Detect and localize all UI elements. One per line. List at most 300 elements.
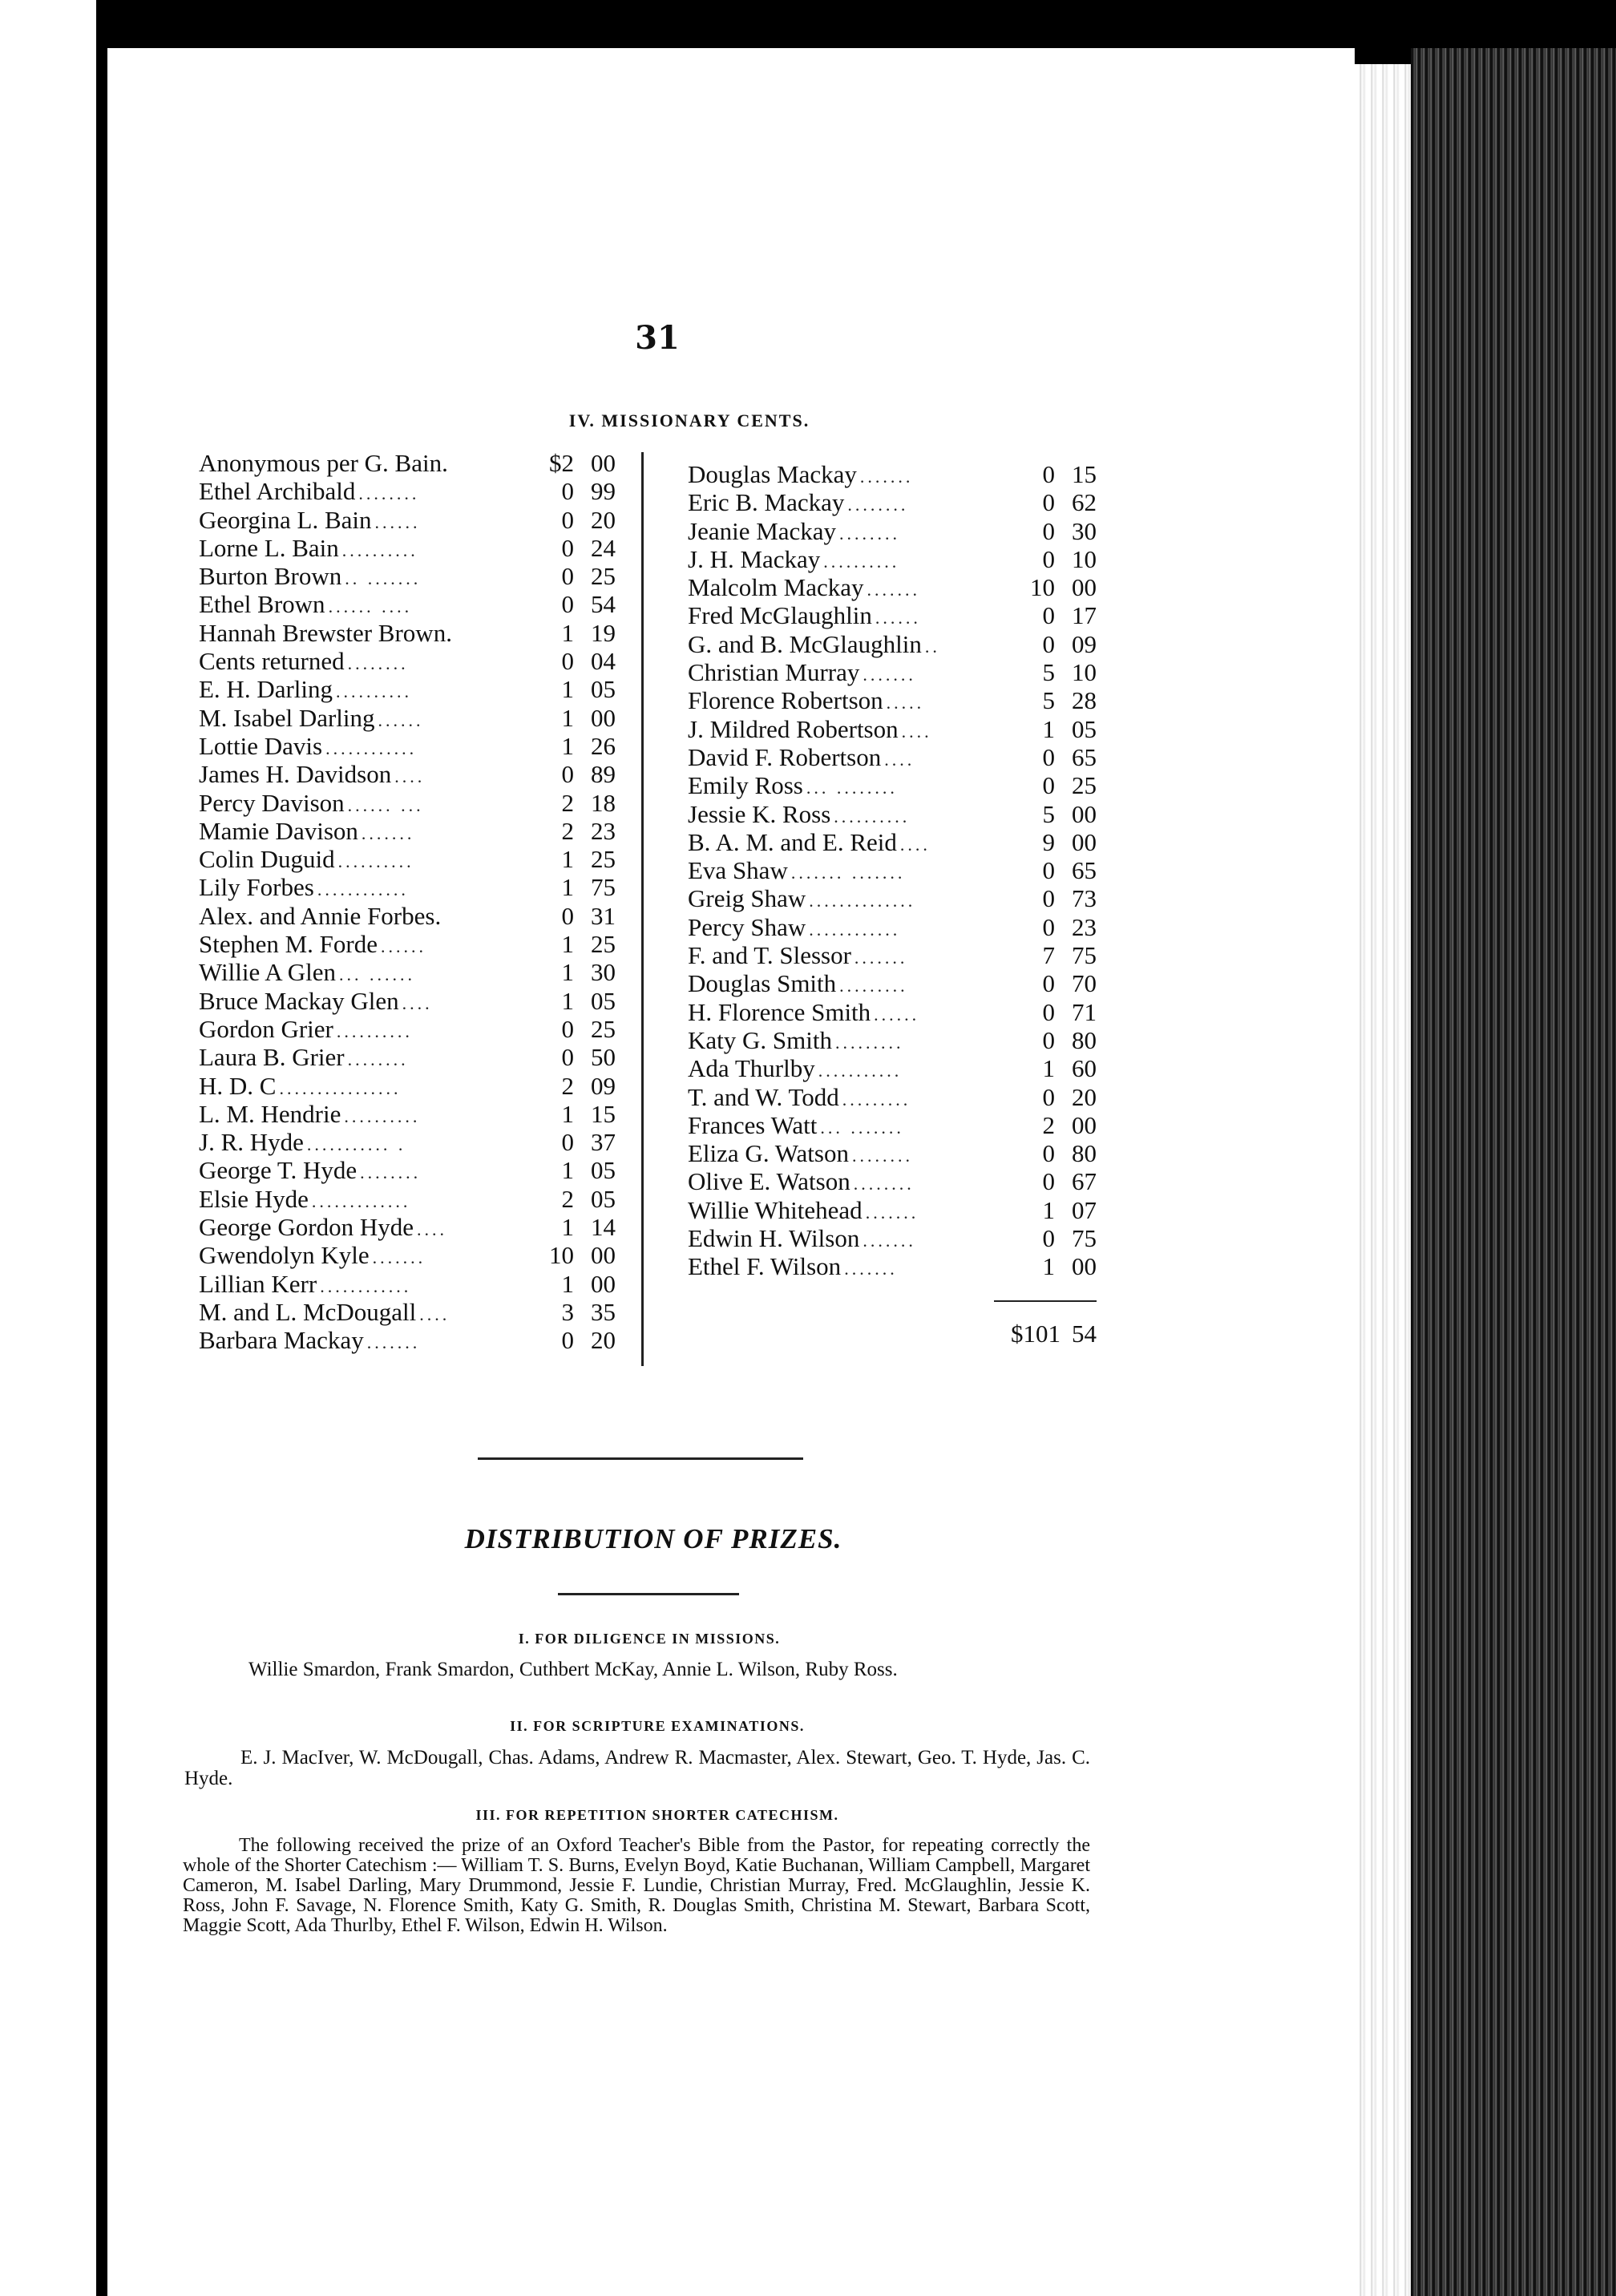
list-item (688, 686, 1097, 714)
dot-leader: ....... (366, 1332, 421, 1353)
dot-leader: ...... (378, 709, 424, 730)
amount-dollars: 0 (561, 901, 574, 930)
donor-name: Douglas Smith (688, 969, 837, 998)
amount-cents: 25 (1072, 771, 1097, 800)
dot-leader: ....... (863, 1231, 916, 1251)
dot-leader: ... ........ (806, 778, 898, 798)
amount-dollars: 1 (561, 703, 574, 732)
amount-cents: 23 (591, 816, 616, 845)
list-item (199, 930, 616, 958)
donor-name: Douglas Mackay (688, 460, 857, 488)
list-item (688, 941, 1097, 969)
amount-dollars: 10 (549, 1241, 574, 1270)
amount-cents: 09 (1072, 629, 1097, 658)
amount-cents: 19 (591, 618, 616, 647)
donor-name: George Gordon Hyde (199, 1213, 414, 1242)
amount-dollars: 9 (1042, 827, 1055, 856)
amount-cents: 25 (591, 1014, 616, 1043)
dot-leader: ................ (279, 1077, 402, 1098)
list-item (199, 1156, 616, 1184)
amount-cents: 67 (1072, 1167, 1097, 1196)
amount-cents: 09 (591, 1071, 616, 1100)
amount-cents: 20 (591, 505, 616, 534)
list-item (199, 506, 616, 534)
list-item (688, 771, 1097, 799)
dot-leader: .......... (336, 1021, 413, 1041)
dot-leader: ........ (839, 523, 901, 544)
donor-name: Cents returned (199, 647, 345, 676)
dot-leader: ........... . (306, 1134, 406, 1155)
prize-text-diligence: Willie Smardon, Frank Smardon, Cuthbert McKay, Annie L. Wilson, Ruby Ross. (248, 1659, 898, 1680)
amount-cents: 30 (591, 958, 616, 987)
amount-dollars: 0 (1042, 1139, 1055, 1168)
amount-cents: 80 (1072, 1025, 1097, 1054)
donor-name: Malcolm Mackay (688, 573, 864, 602)
list-item (688, 1196, 1097, 1224)
dot-leader: ....... (863, 665, 916, 685)
amount-cents: 05 (1072, 714, 1097, 743)
amount-dollars: 0 (561, 562, 574, 591)
donor-name: Olive E. Watson (688, 1167, 850, 1196)
amount-cents: 00 (591, 449, 616, 477)
list-item (688, 1111, 1097, 1139)
list-item (688, 1054, 1097, 1082)
list-item (199, 562, 616, 590)
amount-cents: 60 (1072, 1054, 1097, 1083)
amount-cents: 10 (1072, 658, 1097, 687)
donor-name: Greig Shaw (688, 884, 806, 913)
list-item (199, 760, 616, 788)
donor-name: George T. Hyde (199, 1156, 358, 1185)
list-item (199, 675, 616, 703)
dot-leader: ........ (851, 1146, 913, 1166)
dot-leader: .... (402, 992, 433, 1013)
list-item (688, 1139, 1097, 1167)
donor-name: Ethel F. Wilson (688, 1252, 842, 1281)
amount-cents: 50 (591, 1043, 616, 1072)
list-item (199, 647, 616, 675)
list-item (199, 1015, 616, 1043)
amount-cents: 23 (1072, 912, 1097, 941)
amount-dollars: 1 (1042, 1195, 1055, 1224)
total-amount (983, 1320, 1097, 1348)
dot-leader: .......... (336, 681, 413, 702)
list-item (688, 1083, 1097, 1111)
list-item (688, 601, 1097, 629)
amount-dollars: 0 (1042, 601, 1055, 630)
amount-cents: 20 (1072, 1082, 1097, 1111)
amount-dollars: 0 (1042, 856, 1055, 885)
list-item (199, 817, 616, 845)
divider-rule (478, 1457, 803, 1460)
dot-leader: ......... (842, 1089, 911, 1110)
amount-cents: 00 (1072, 1110, 1097, 1139)
dot-leader: ......... (834, 1032, 904, 1053)
list-item (688, 460, 1097, 488)
donor-name: Barbara Mackay (199, 1326, 364, 1355)
dot-leader: ............ (317, 879, 409, 900)
amount-dollars: 5 (1042, 658, 1055, 687)
list-item (199, 534, 616, 562)
amount-cents: 15 (591, 1099, 616, 1128)
donor-name: J. R. Hyde (199, 1128, 304, 1157)
donor-name: Stephen M. Forde (199, 930, 378, 959)
amount-cents: 31 (591, 901, 616, 930)
donor-name: Eric B. Mackay (688, 488, 845, 517)
donor-name: Fred McGlaughlin (688, 601, 872, 630)
amount-cents: 30 (1072, 516, 1097, 545)
donor-name: Florence Robertson (688, 686, 883, 715)
donor-name: Willie A Glen (199, 958, 336, 987)
amount-dollars: 7 (1042, 941, 1055, 970)
list-item (199, 789, 616, 817)
amount-dollars: 2 (1042, 1110, 1055, 1139)
list-item (688, 715, 1097, 743)
dot-leader: .. (924, 636, 940, 657)
amount-dollars: 0 (1042, 742, 1055, 771)
amount-dollars: 1 (561, 618, 574, 647)
amount-dollars: 0 (1042, 1224, 1055, 1253)
amount-cents: 25 (591, 845, 616, 874)
list-item (688, 1252, 1097, 1280)
dot-leader: ....... (372, 1247, 426, 1268)
donor-name: L. M. Hendrie (199, 1099, 341, 1128)
list-item (199, 902, 616, 930)
amount-dollars: 3 (561, 1297, 574, 1326)
dot-leader: ....... (859, 467, 914, 487)
list-item (688, 800, 1097, 828)
amount-dollars: 0 (1042, 771, 1055, 800)
amount-cents: 75 (1072, 941, 1097, 970)
dot-leader: .......... (834, 806, 911, 827)
list-item (688, 743, 1097, 771)
amount-dollars: 0 (1042, 1167, 1055, 1196)
list-item (199, 1270, 616, 1298)
donor-name: Bruce Mackay Glen (199, 986, 399, 1015)
dot-leader: ...... (875, 608, 921, 629)
donor-name: F. and T. Slessor (688, 941, 851, 970)
amount-dollars: 0 (561, 1128, 574, 1157)
list-item (199, 1213, 616, 1241)
list-item (199, 590, 616, 618)
list-item (688, 630, 1097, 658)
dot-leader: ....... (867, 580, 921, 600)
list-item (688, 998, 1097, 1026)
amount-dollars: 1 (561, 675, 574, 704)
donor-name: M. and L. McDougall (199, 1297, 417, 1326)
dot-leader: .......... (337, 851, 414, 872)
amount-cents: 00 (591, 703, 616, 732)
list-item (688, 573, 1097, 601)
dot-leader: ....... (844, 1259, 898, 1279)
amount-dollars: 0 (561, 1014, 574, 1043)
list-item (199, 477, 616, 505)
donor-name: Gordon Grier (199, 1014, 333, 1043)
amount-cents: 28 (1072, 686, 1097, 715)
amount-cents: 54 (591, 590, 616, 619)
list-item (199, 1043, 616, 1071)
amount-dollars: 0 (1042, 629, 1055, 658)
list-item (688, 1167, 1097, 1195)
dot-leader: ........ (347, 653, 409, 674)
amount-dollars: 0 (1042, 488, 1055, 517)
list-item (688, 913, 1097, 941)
amount-dollars: 0 (561, 1043, 574, 1072)
donor-name: H. Florence Smith (688, 997, 871, 1026)
list-item (199, 704, 616, 732)
amount-cents: 99 (591, 477, 616, 506)
list-item (199, 987, 616, 1015)
amount-cents: 00 (1072, 827, 1097, 856)
dot-leader: ...... .... (328, 596, 413, 617)
dot-leader: ....... (854, 948, 908, 968)
amount-dollars: 1 (1042, 1252, 1055, 1281)
donor-name: Emily Ross (688, 771, 803, 800)
donor-name: Christian Murray (688, 658, 860, 687)
amount-cents: 80 (1072, 1139, 1097, 1168)
donor-name: Ethel Brown (199, 590, 325, 619)
right-column-list (688, 460, 1097, 1281)
list-item (688, 1224, 1097, 1252)
dot-leader: ... ....... (820, 1117, 904, 1138)
donor-name: Gwendolyn Kyle (199, 1241, 370, 1270)
dot-leader: .......... (344, 1106, 421, 1126)
amount-dollars: 1 (561, 1269, 574, 1298)
amount-dollars: 1 (561, 873, 574, 902)
donor-name: M. Isabel Darling (199, 703, 375, 732)
amount-dollars: 0 (1042, 544, 1055, 573)
list-item (199, 732, 616, 760)
amount-cents: 35 (591, 1297, 616, 1326)
dot-leader: ......... (839, 976, 908, 996)
amount-dollars: 1 (561, 845, 574, 874)
donor-name: Burton Brown (199, 562, 342, 591)
dot-leader: ..... (886, 693, 925, 713)
total-rule (994, 1300, 1097, 1302)
dot-leader: ...... (874, 1004, 920, 1025)
list-item (688, 517, 1097, 545)
amount-dollars: 0 (1042, 460, 1055, 488)
dot-leader: .... (899, 834, 931, 855)
amount-cents: 05 (591, 1156, 616, 1185)
amount-dollars: 1 (1042, 714, 1055, 743)
dot-leader: .... (884, 749, 915, 770)
amount-cents: 25 (591, 930, 616, 959)
amount-cents: 25 (591, 562, 616, 591)
amount-cents: 00 (1072, 799, 1097, 828)
amount-cents: 17 (1072, 601, 1097, 630)
amount-cents: 65 (1072, 856, 1097, 885)
amount-cents: 24 (591, 533, 616, 562)
donor-name: Anonymous per G. Bain. (199, 449, 448, 477)
donor-name: Georgina L. Bain (199, 505, 372, 534)
amount-dollars: 1 (561, 930, 574, 959)
amount-cents: 75 (591, 873, 616, 902)
dot-leader: ....... (865, 1202, 919, 1223)
donor-name: Willie Whitehead (688, 1195, 863, 1224)
donor-name: G. and B. McGlaughlin (688, 629, 922, 658)
amount-dollars: 0 (561, 533, 574, 562)
donor-name: David F. Robertson (688, 742, 882, 771)
amount-dollars: 10 (1030, 573, 1055, 602)
prize-text-catechism: The following received the prize of an Oxford Teacher's Bible from the Pastor, for repeating correctly the whole of the Shorter Catechism :— William T. S. Burns, Evelyn Boyd, Katie Buchanan, William Campbell, Margaret Cameron, M. Isabel Darling, Mary Drummond, Jessie F. Lundie, Christian Murray, Fred. McGlaughlin, Jessie K. Ross, John F. Savage, N. Florence Smith, Katy G. Smith, R. Douglas Smith, Christina M. Stewart, Barbara Scott, Maggie Scott, Ada Thurlby, Ethel F. Wilson, Edwin H. Wilson. (183, 1835, 1090, 1936)
amount-cents: 15 (1072, 460, 1097, 488)
amount-cents: 62 (1072, 488, 1097, 517)
donor-name: Eva Shaw (688, 856, 788, 885)
donor-name: Percy Davison (199, 788, 345, 817)
dot-leader: .. ....... (345, 568, 422, 589)
amount-dollars: 1 (561, 731, 574, 760)
amount-dollars: 0 (561, 477, 574, 506)
dot-leader: ............ (325, 738, 418, 758)
prize-heading-diligence: I. FOR DILIGENCE IN MISSIONS. (518, 1631, 781, 1647)
amount-dollars: 0 (561, 760, 574, 789)
donor-name: Percy Shaw (688, 912, 806, 941)
donor-name: Jessie K. Ross (688, 799, 831, 828)
amount-cents: 18 (591, 788, 616, 817)
amount-dollars: 0 (1042, 912, 1055, 941)
list-item (199, 619, 616, 647)
amount-dollars: 5 (1042, 686, 1055, 715)
divider-rule (558, 1593, 739, 1595)
dot-leader: ........ (347, 1049, 409, 1070)
amount-cents: 20 (591, 1326, 616, 1355)
list-item (688, 969, 1097, 997)
amount-dollars: 2 (561, 1184, 574, 1213)
donor-name: Edwin H. Wilson (688, 1224, 860, 1253)
amount-dollars: 1 (561, 1099, 574, 1128)
donor-name: Jeanie Mackay (688, 516, 837, 545)
prize-heading-catechism: III. FOR REPETITION SHORTER CATECHISM. (475, 1807, 839, 1823)
list-item (199, 1326, 616, 1354)
amount-dollars: 0 (1042, 516, 1055, 545)
amount-cents: 00 (591, 1241, 616, 1270)
amount-dollars: 0 (561, 647, 574, 676)
amount-dollars: 0 (1042, 997, 1055, 1026)
donor-name: Lillian Kerr (199, 1269, 317, 1298)
list-item (688, 658, 1097, 686)
dot-leader: ........ (847, 495, 909, 515)
amount-cents: 00 (1072, 1252, 1097, 1281)
donor-name: J. H. Mackay (688, 544, 821, 573)
dot-leader: .......... (341, 540, 418, 560)
dot-leader: .... (417, 1219, 448, 1240)
amount-cents: 14 (591, 1213, 616, 1242)
amount-cents: 05 (591, 986, 616, 1015)
amount-cents: 00 (591, 1269, 616, 1298)
dot-leader: .... (419, 1304, 450, 1324)
amount-dollars: 1 (561, 1213, 574, 1242)
amount-cents: 70 (1072, 969, 1097, 998)
amount-dollars: 0 (561, 505, 574, 534)
amount-dollars: 0 (1042, 884, 1055, 913)
donor-name: Katy G. Smith (688, 1025, 832, 1054)
donor-name: Lily Forbes (199, 873, 314, 902)
amount-cents: 10 (1072, 544, 1097, 573)
dot-leader: ... ...... (338, 964, 415, 985)
dot-leader: ....... (361, 823, 415, 843)
dot-leader: ........ (853, 1174, 915, 1194)
list-item (199, 1100, 616, 1128)
prize-text-scripture: E. J. MacIver, W. McDougall, Chas. Adams, Andrew R. Macmaster, Alex. Stewart, Geo. T. Hyde, Jas. C. Hyde. (184, 1747, 1090, 1789)
amount-cents: 00 (1072, 573, 1097, 602)
donor-name: James H. Davidson (199, 760, 392, 789)
list-item (199, 449, 616, 477)
donor-name: Colin Duguid (199, 845, 335, 874)
amount-cents: 75 (1072, 1224, 1097, 1253)
section-heading: IV. MISSIONARY CENTS. (568, 410, 810, 430)
donor-name: Ethel Archibald (199, 477, 356, 506)
list-item (199, 1241, 616, 1269)
amount-dollars: 1 (561, 958, 574, 987)
amount-dollars: 0 (561, 1326, 574, 1355)
total-cents: 54 (1072, 1320, 1097, 1348)
amount-cents: 05 (591, 1184, 616, 1213)
donor-name: Lottie Davis (199, 731, 323, 760)
dot-leader: ...... (381, 936, 427, 957)
amount-cents: 37 (591, 1128, 616, 1157)
dot-leader: ............. (311, 1190, 411, 1211)
amount-dollars: 1 (561, 1156, 574, 1185)
list-item (199, 873, 616, 901)
donor-name: Alex. and Annie Forbes. (199, 901, 442, 930)
amount-dollars: 0 (561, 590, 574, 619)
dot-leader: ........ (358, 483, 420, 504)
donor-name: J. Mildred Robertson (688, 714, 899, 743)
amount-dollars: $2 (549, 449, 574, 477)
amount-dollars: 5 (1042, 799, 1055, 828)
list-item (199, 845, 616, 873)
column-divider (641, 452, 644, 1366)
amount-dollars: 2 (561, 788, 574, 817)
amount-dollars: 1 (561, 986, 574, 1015)
list-item (688, 488, 1097, 516)
donor-name: Lorne L. Bain (199, 533, 339, 562)
amount-dollars: 2 (561, 1071, 574, 1100)
amount-cents: 89 (591, 760, 616, 789)
amount-dollars: 0 (1042, 969, 1055, 998)
donor-name: Mamie Davison (199, 816, 358, 845)
amount-dollars: 2 (561, 816, 574, 845)
amount-dollars: 0 (1042, 1025, 1055, 1054)
donor-name: T. and W. Todd (688, 1082, 839, 1111)
amount-cents: 05 (591, 675, 616, 704)
dot-leader: .... (394, 766, 426, 787)
list-item (199, 1072, 616, 1100)
prizes-title: DISTRIBUTION OF PRIZES. (464, 1523, 842, 1554)
amount-cents: 71 (1072, 997, 1097, 1026)
dot-leader: ...... ... (347, 794, 424, 815)
dot-leader: ...... (374, 511, 421, 532)
dot-leader: .............. (809, 891, 916, 912)
dot-leader: .......... (823, 551, 900, 572)
amount-cents: 07 (1072, 1195, 1097, 1224)
dot-leader: ............ (320, 1275, 412, 1296)
dot-leader: ........... (818, 1061, 903, 1081)
page-number: 31 (635, 319, 680, 357)
list-item (688, 1026, 1097, 1054)
list-item (688, 856, 1097, 884)
dot-leader: ........ (360, 1162, 422, 1183)
list-item (199, 1128, 616, 1156)
dot-leader: ....... ....... (790, 863, 906, 883)
donor-name: Elsie Hyde (199, 1184, 309, 1213)
list-item (688, 828, 1097, 856)
amount-dollars: 0 (1042, 1082, 1055, 1111)
list-item (199, 958, 616, 986)
donor-name: Eliza G. Watson (688, 1139, 849, 1168)
list-item (688, 884, 1097, 912)
